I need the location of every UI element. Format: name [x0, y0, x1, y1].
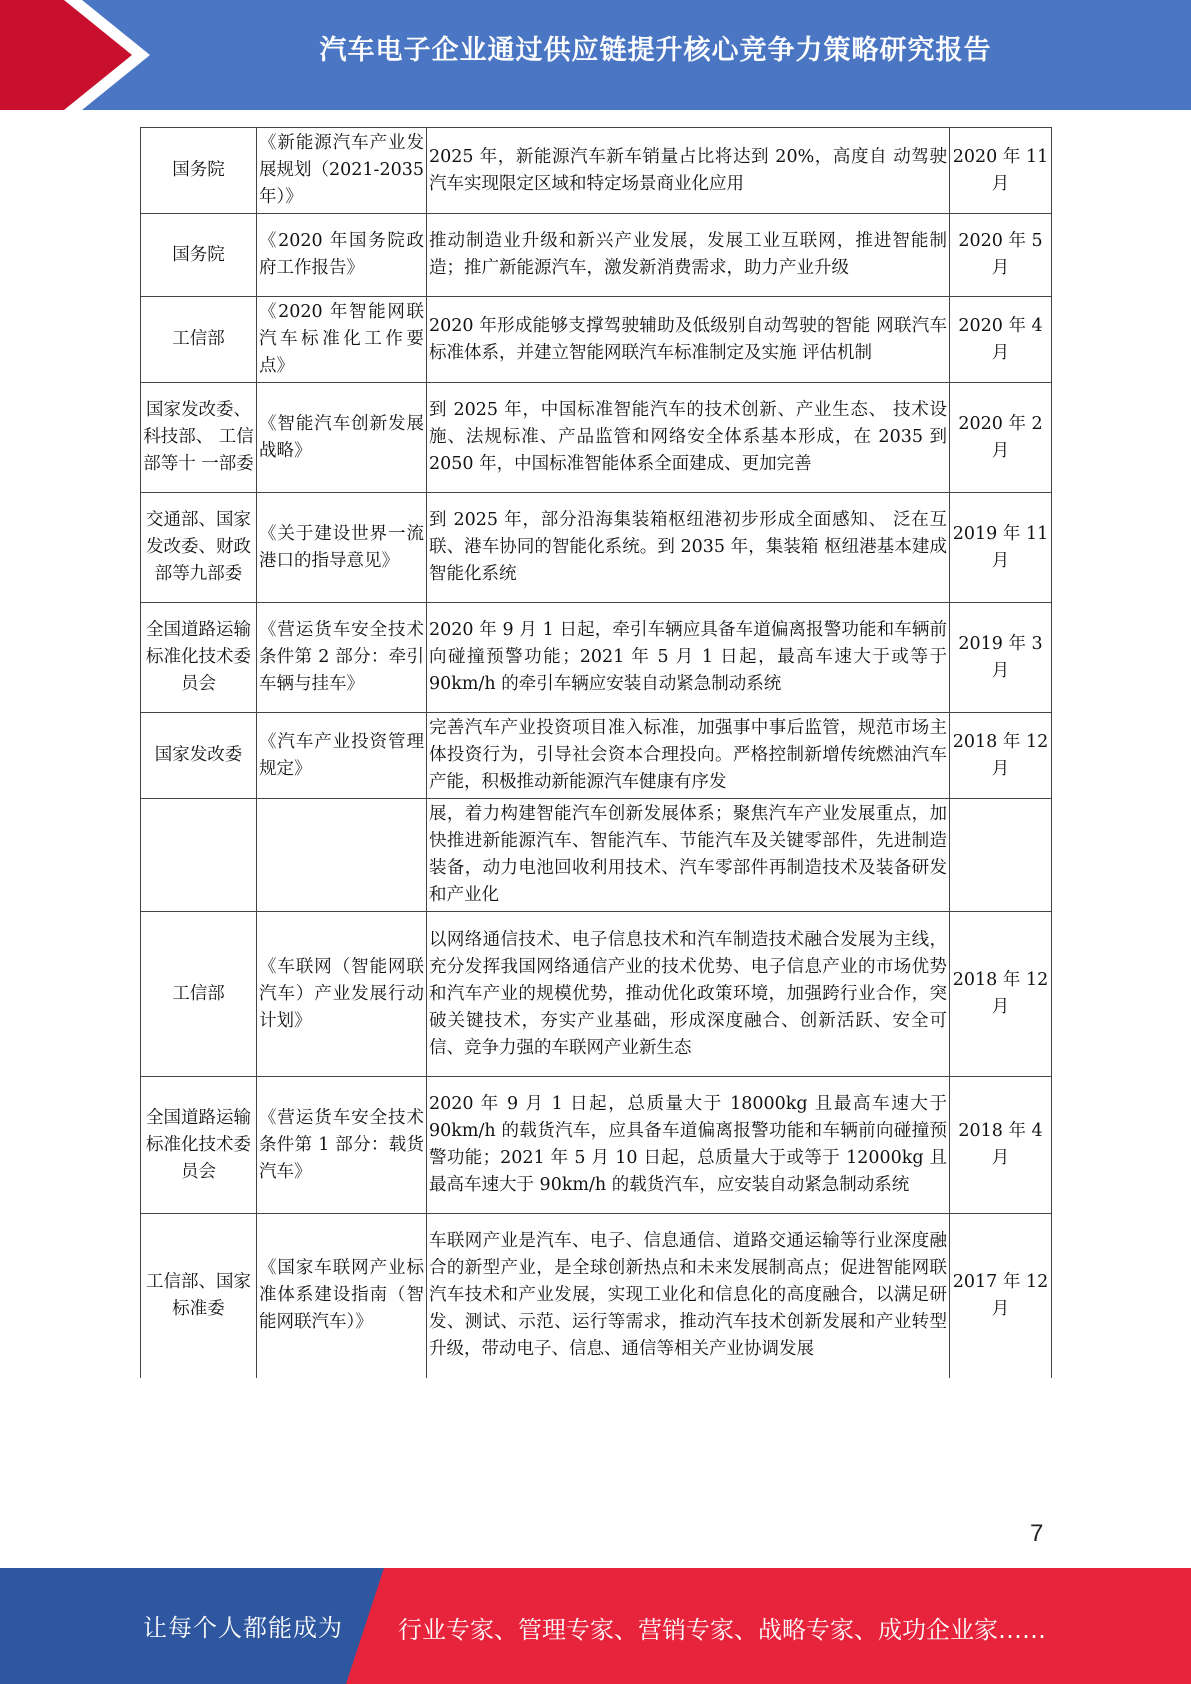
table-row	[141, 799, 1052, 912]
date-cell: 2018 年 12 月	[950, 912, 1052, 1077]
table-row	[141, 603, 1052, 713]
document-cell	[257, 799, 427, 912]
table-row	[141, 297, 1052, 383]
table-row	[141, 1214, 1052, 1378]
issuer-cell: 全国道路运输标准化技术委员会	[141, 603, 257, 713]
footer-slogan-right: 行业专家、管理专家、营销专家、战略专家、成功企业家……	[398, 1616, 1046, 1644]
date-cell	[950, 799, 1052, 912]
date-cell: 2020 年 2 月	[950, 383, 1052, 493]
date-cell: 2018 年 12 月	[950, 713, 1052, 799]
issuer-cell: 全国道路运输标准化技术委员会	[141, 1077, 257, 1214]
document-cell: 《国家车联网产业标准体系建设指南（智能网联汽车）》	[257, 1214, 427, 1378]
document-cell: 《新能源汽车产业发展规划（2021-2035年）》	[257, 128, 427, 214]
content-cell: 2020 年 9 月 1 日起，总质量大于 18000kg 且最高车速大于 90km/h 的载货汽车，应具备车道偏离报警功能和车辆前向碰撞预警功能；2021 年 5 月 10 日起，总质量大于或等于 12000kg 且最高车速大于 90km/h 的载货汽车，应安装自动紧急制动系统	[427, 1077, 950, 1214]
issuer-cell: 国务院	[141, 128, 257, 214]
date-cell: 2020 年 5 月	[950, 214, 1052, 297]
footer-slogan-left: 让每个人都能成为	[143, 1614, 343, 1642]
issuer-cell: 交通部、国家发改委、财政部等九部委	[141, 493, 257, 603]
report-title: 汽车电子企业通过供应链提升核心竞争力策略研究报告	[319, 35, 992, 66]
content-cell: 2025 年，新能源汽车新车销量占比将达到 20%，高度自 动驾驶汽车实现限定区域和特定场景商业化应用	[427, 128, 950, 214]
date-cell: 2019 年 11 月	[950, 493, 1052, 603]
policy-table	[140, 127, 1051, 1378]
content-cell: 2020 年形成能够支撑驾驶辅助及低级别自动驾驶的智能 网联汽车标准体系，并建立智能网联汽车标准制定及实施 评估机制	[427, 297, 950, 383]
issuer-cell: 国务院	[141, 214, 257, 297]
date-cell: 2017 年 12 月	[950, 1214, 1052, 1378]
table-row	[141, 383, 1052, 493]
date-cell: 2020 年 4 月	[950, 297, 1052, 383]
document-cell: 《关于建设世界一流港口的指导意见》	[257, 493, 427, 603]
document-cell: 《2020 年智能网联汽车标准化工作要点》	[257, 297, 427, 383]
table-row	[141, 128, 1052, 214]
table-row	[141, 214, 1052, 297]
issuer-cell: 国家发改委	[141, 713, 257, 799]
document-cell: 《智能汽车创新发展战略》	[257, 383, 427, 493]
issuer-cell: 国家发改委、科技部、 工信部等十 一部委	[141, 383, 257, 493]
issuer-cell	[141, 799, 257, 912]
date-cell: 2018 年 4 月	[950, 1077, 1052, 1214]
date-cell: 2020 年 11 月	[950, 128, 1052, 214]
issuer-cell: 工信部、国家标准委	[141, 1214, 257, 1378]
content-cell: 2020 年 9 月 1 日起，牵引车辆应具备车道偏离报警功能和车辆前向碰撞预警功能；2021 年 5 月 1 日起，最高车速大于或等于 90km/h 的牵引车辆应安装自动紧急制动系统	[427, 603, 950, 713]
content-cell: 推动制造业升级和新兴产业发展，发展工业互联网，推进智能制造；推广新能源汽车，激发新消费需求，助力产业升级	[427, 214, 950, 297]
content-cell: 以网络通信技术、电子信息技术和汽车制造技术融合发展为主线，充分发挥我国网络通信产业的技术优势、电子信息产业的市场优势和汽车产业的规模优势，推动优化政策环境，加强跨行业合作，突破关键技术，夯实产业基础，形成深度融合、创新活跃、安全可信、竞争力强的车联网产业新生态	[427, 912, 950, 1077]
footer-banner	[0, 1568, 1191, 1684]
content-cell: 完善汽车产业投资项目准入标准，加强事中事后监管，规范市场主体投资行为，引导社会资本合理投向。严格控制新增传统燃油汽车产能，积极推动新能源汽车健康有序发	[427, 713, 950, 799]
issuer-cell: 工信部	[141, 297, 257, 383]
content-cell: 到 2025 年，部分沿海集装箱枢纽港初步形成全面感知、 泛在互联、港车协同的智能化系统。到 2035 年，集装箱 枢纽港基本建成智能化系统	[427, 493, 950, 603]
table-row	[141, 713, 1052, 799]
document-cell: 《营运货车安全技术条件第 2 部分：牵引车辆与挂车》	[257, 603, 427, 713]
table-row	[141, 1077, 1052, 1214]
content-cell: 展，着力构建智能汽车创新发展体系；聚焦汽车产业发展重点，加快推进新能源汽车、智能汽车、节能汽车及关键零部件，先进制造装备，动力电池回收利用技术、汽车零部件再制造技术及装备研发和产业化	[427, 799, 950, 912]
document-cell: 《汽车产业投资管理规定》	[257, 713, 427, 799]
chevron-logo-icon	[0, 0, 150, 110]
table-row	[141, 912, 1052, 1077]
table-row	[141, 493, 1052, 603]
content-cell: 到 2025 年，中国标准智能汽车的技术创新、产业生态、 技术设施、法规标准、产品监管和网络安全体系基本形成，在 2035 到 2050 年，中国标准智能体系全面建成、更加完善	[427, 383, 950, 493]
issuer-cell: 工信部	[141, 912, 257, 1077]
date-cell: 2019 年 3 月	[950, 603, 1052, 713]
document-cell: 《2020 年国务院政府工作报告》	[257, 214, 427, 297]
document-cell: 《营运货车安全技术条件第 1 部分：载货汽车》	[257, 1077, 427, 1214]
document-cell: 《车联网（智能网联汽车）产业发展行动计划》	[257, 912, 427, 1077]
header-bar	[0, 0, 1191, 110]
page-number: 7	[1030, 1520, 1044, 1547]
content-cell: 车联网产业是汽车、电子、信息通信、道路交通运输等行业深度融合的新型产业，是全球创新热点和未来发展制高点；促进智能网联汽车技术和产业发展，实现工业化和信息化的高度融合，以满足研发、测试、示范、运行等需求，推动汽车技术创新发展和产业转型升级，带动电子、信息、通信等相关产业协调发展	[427, 1214, 950, 1378]
